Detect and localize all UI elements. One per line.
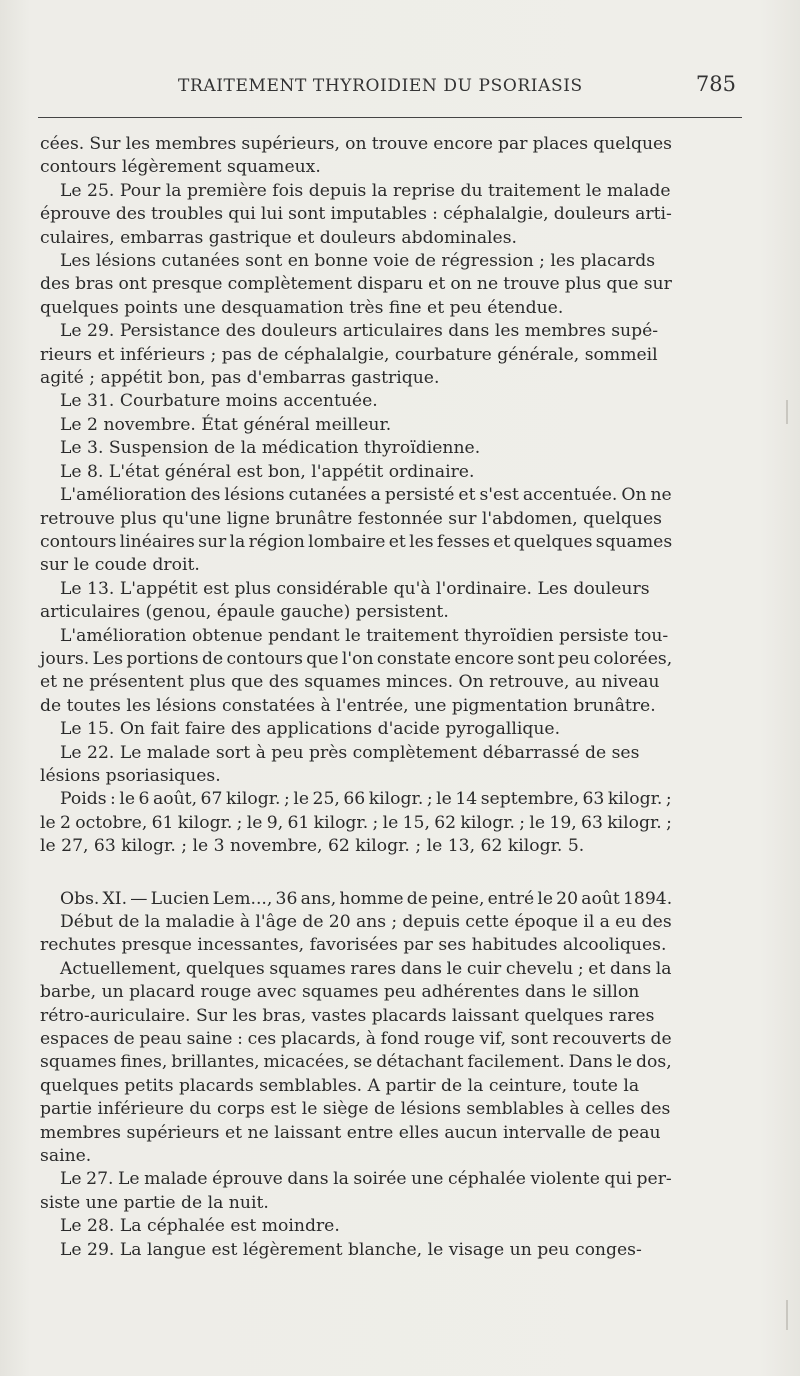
- text-line: retrouve plus qu'une ligne brunâtre festonnée sur l'abdomen, quelques: [40, 508, 662, 529]
- text-line: Le 3. Suspension de la médication thyroïdienne.: [60, 438, 481, 459]
- text-line: Début de la maladie à l'âge de 20 ans ; depuis cette époque il a eu des: [60, 912, 672, 932]
- text-line: le 2 octobre, 61 kilogr. ; le 9, 61 kilogr. ; le 15, 62 kilogr. ; le 19, 63 kilogr. ;: [40, 812, 672, 833]
- text-line: L'amélioration obtenue pendant le traitement thyroïdien persiste tou-: [60, 625, 669, 646]
- text-line: quelques petits placards semblables. A partir de la ceinture, toute la: [40, 1075, 640, 1096]
- text-line: siste une partie de la nuit.: [40, 1192, 269, 1213]
- text-line: partie inférieure du corps est le siège de lésions semblables à celles des: [40, 1099, 671, 1120]
- page-number: 785: [695, 72, 736, 96]
- section-gap: [40, 859, 672, 888]
- text-line: contours légèrement squameux.: [40, 157, 321, 178]
- text-line: barbe, un placard rouge avec squames peu adhérentes dans le sillon: [40, 982, 640, 1003]
- text-line: Le 29. La langue est légèrement blanche, le visage un peu conges-: [60, 1239, 642, 1260]
- text-line: quelques points une desquamation très fine et peu étendue.: [40, 297, 564, 318]
- text-line: agité ; appétit bon, pas d'embarras gastrique.: [40, 368, 440, 389]
- text-line: articulaires (genou, épaule gauche) persistent.: [40, 602, 449, 623]
- text-line: espaces de peau saine : ces placards, à fond rouge vif, sont recouverts de: [40, 1029, 672, 1050]
- text-line: Le 15. On fait faire des applications d'acide pyrogallique.: [60, 719, 561, 740]
- text-line: et ne présentent plus que des squames minces. On retrouve, au niveau: [40, 672, 660, 693]
- text-line: L'amélioration des lésions cutanées a persisté et s'est accentuée. On ne: [60, 485, 672, 506]
- text-line: de toutes les lésions constatées à l'entrée, une pigmentation brunâtre.: [40, 695, 656, 716]
- header-rule: [38, 117, 742, 118]
- text-line: rieurs et inférieurs ; pas de céphalalgie, courbature générale, sommeil: [40, 344, 658, 365]
- text-line: Le 2 novembre. État général meilleur.: [60, 414, 392, 435]
- text-line: rechutes presque incessantes, favorisées par ses habitudes alcooliques.: [40, 935, 667, 956]
- text-line: Le 29. Persistance des douleurs articulaires dans les membres supé-: [60, 321, 659, 342]
- binding-mark: [786, 400, 788, 424]
- text-line: éprouve des troubles qui lui sont imputables : céphalalgie, douleurs arti-: [40, 204, 672, 225]
- text-line: squames fines, brillantes, micacées, se détachant facilement. Dans le dos,: [40, 1052, 672, 1073]
- header-title: TRAITEMENT THYROIDIEN DU PSORIASIS: [178, 76, 583, 96]
- text-line: lésions psoriasiques.: [40, 765, 221, 786]
- text-line: Poids : le 6 août, 67 kilogr. ; le 25, 66 kilogr. ; le 14 septembre, 63 kilogr. ;: [60, 789, 672, 810]
- text-line: Le 22. Le malade sort à peu près complètement débarrassé de ses: [60, 742, 640, 763]
- text-line: sur le coude droit.: [40, 555, 200, 576]
- text-line: Obs. XI. — Lucien Lem..., 36 ans, homme de peine, entré le 20 août 1894.: [60, 888, 673, 909]
- text-line: Le 28. La céphalée est moindre.: [60, 1216, 340, 1237]
- text-line: membres supérieurs et ne laissant entre elles aucun intervalle de peau: [40, 1122, 661, 1143]
- text-line: Le 25. Pour la première fois depuis la reprise du traitement le malade: [60, 180, 671, 201]
- text-line: rétro-auriculaire. Sur les bras, vastes placards laissant quelques rares: [40, 1005, 655, 1026]
- text-line: Le 31. Courbature moins accentuée.: [60, 391, 378, 412]
- text-line: saine.: [40, 1146, 92, 1167]
- text-line: Le 13. L'appétit est plus considérable qu'à l'ordinaire. Les douleurs: [60, 578, 650, 599]
- text-line: culaires, embarras gastrique et douleurs abdominales.: [40, 227, 518, 248]
- text-line: des bras ont presque complètement disparu et on ne trouve plus que sur: [40, 274, 672, 295]
- text-line: Le 27. Le malade éprouve dans la soirée une céphalée violente qui per-: [60, 1169, 672, 1190]
- text-line: Le 8. L'état général est bon, l'appétit ordinaire.: [60, 461, 475, 482]
- binding-mark: [786, 1300, 788, 1330]
- text-line: jours. Les portions de contours que l'on constate encore sont peu colorées,: [40, 648, 673, 669]
- text-line: contours linéaires sur la région lombaire et les fesses et quelques squames: [40, 531, 673, 552]
- body-text: [40, 133, 672, 1262]
- text-line: Actuellement, quelques squames rares dans le cuir chevelu ; et dans la: [60, 958, 672, 979]
- running-header: [40, 72, 744, 106]
- text-line: le 27, 63 kilogr. ; le 3 novembre, 62 kilogr. ; le 13, 62 kilogr. 5.: [40, 836, 585, 857]
- text-line: Les lésions cutanées sont en bonne voie de régression ; les placards: [60, 251, 656, 272]
- text-line: cées. Sur les membres supérieurs, on trouve encore par places quelques: [40, 134, 673, 154]
